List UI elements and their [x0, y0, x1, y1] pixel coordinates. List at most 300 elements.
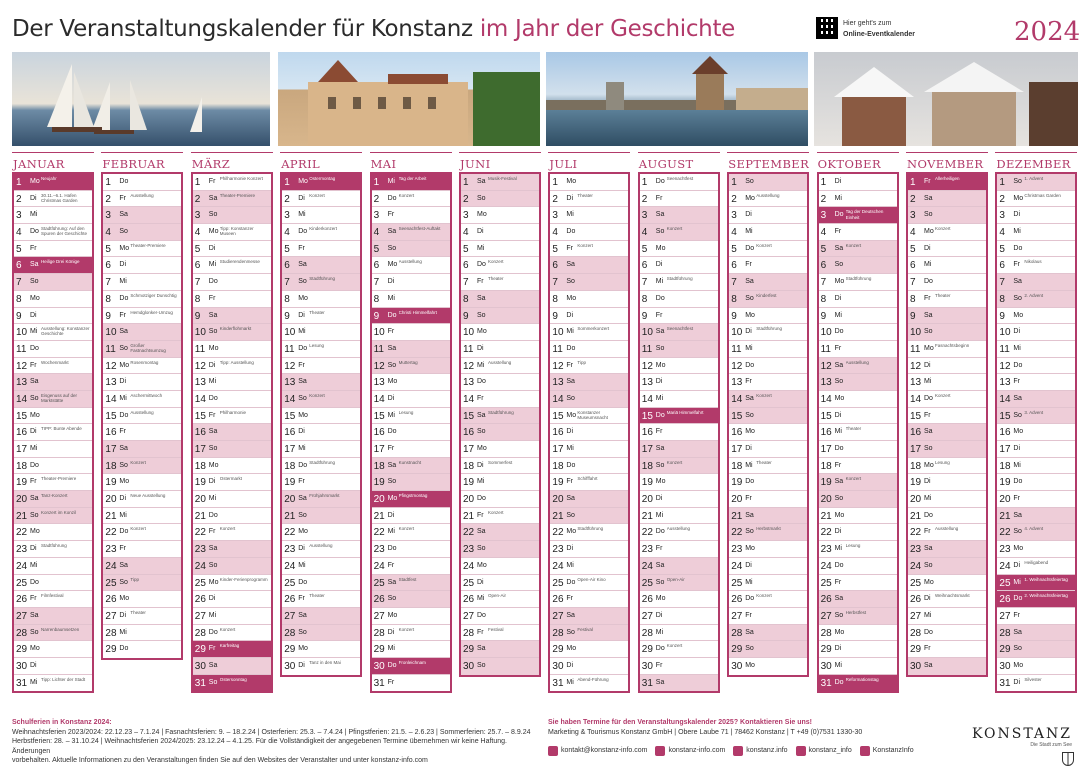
calendar-day[interactable]: [193, 374, 271, 391]
calendar-day[interactable]: [640, 675, 718, 692]
calendar-day[interactable]: [14, 224, 92, 241]
calendar-day[interactable]: [729, 508, 807, 525]
calendar-day[interactable]: [282, 408, 360, 425]
calendar-day[interactable]: [640, 558, 718, 575]
calendar-day[interactable]: [550, 458, 628, 475]
calendar-day[interactable]: [640, 358, 718, 375]
calendar-day[interactable]: [461, 474, 539, 491]
calendar-day[interactable]: [819, 474, 897, 491]
social-email[interactable]: kontakt@konstanz-info.com: [548, 746, 647, 756]
calendar-day[interactable]: [103, 324, 181, 341]
calendar-day[interactable]: [550, 207, 628, 224]
calendar-day[interactable]: [729, 424, 807, 441]
calendar-day[interactable]: [729, 625, 807, 642]
social-instagram[interactable]: konstanz_info: [796, 746, 852, 756]
calendar-day[interactable]: [14, 191, 92, 208]
calendar-day[interactable]: [282, 391, 360, 408]
calendar-day[interactable]: [729, 274, 807, 291]
calendar-day[interactable]: [997, 675, 1075, 692]
calendar-day[interactable]: [640, 641, 718, 658]
calendar-day[interactable]: [103, 408, 181, 425]
calendar-day[interactable]: [640, 291, 718, 308]
calendar-day[interactable]: [14, 274, 92, 291]
calendar-day[interactable]: [372, 608, 450, 625]
calendar-day[interactable]: [193, 291, 271, 308]
calendar-day[interactable]: [461, 591, 539, 608]
calendar-day[interactable]: [819, 541, 897, 558]
calendar-day[interactable]: [461, 641, 539, 658]
calendar-day[interactable]: [461, 358, 539, 375]
calendar-day[interactable]: [193, 541, 271, 558]
calendar-day[interactable]: [14, 291, 92, 308]
calendar-day[interactable]: [14, 174, 92, 191]
calendar-day[interactable]: [461, 508, 539, 525]
calendar-day[interactable]: [193, 308, 271, 325]
calendar-day[interactable]: [14, 575, 92, 592]
calendar-day[interactable]: [997, 441, 1075, 458]
calendar-day[interactable]: [372, 558, 450, 575]
calendar-day[interactable]: [997, 324, 1075, 341]
calendar-day[interactable]: [997, 358, 1075, 375]
calendar-day[interactable]: [729, 224, 807, 241]
calendar-day[interactable]: [193, 441, 271, 458]
calendar-day[interactable]: [282, 658, 360, 675]
calendar-day[interactable]: [729, 257, 807, 274]
calendar-day[interactable]: [819, 224, 897, 241]
calendar-day[interactable]: [550, 241, 628, 258]
calendar-day[interactable]: [282, 374, 360, 391]
calendar-day[interactable]: [550, 274, 628, 291]
calendar-day[interactable]: [997, 291, 1075, 308]
calendar-day[interactable]: [908, 408, 986, 425]
calendar-day[interactable]: [282, 341, 360, 358]
calendar-day[interactable]: [372, 274, 450, 291]
calendar-day[interactable]: [103, 274, 181, 291]
calendar-day[interactable]: [729, 458, 807, 475]
calendar-day[interactable]: [908, 291, 986, 308]
calendar-day[interactable]: [997, 241, 1075, 258]
calendar-day[interactable]: [372, 474, 450, 491]
calendar-day[interactable]: [997, 374, 1075, 391]
calendar-day[interactable]: [14, 641, 92, 658]
calendar-day[interactable]: [997, 658, 1075, 675]
calendar-day[interactable]: [908, 474, 986, 491]
calendar-day[interactable]: [282, 191, 360, 208]
calendar-day[interactable]: [282, 508, 360, 525]
calendar-day[interactable]: [103, 541, 181, 558]
calendar-day[interactable]: [997, 641, 1075, 658]
calendar-day[interactable]: [908, 575, 986, 592]
calendar-day[interactable]: [997, 558, 1075, 575]
calendar-day[interactable]: [640, 474, 718, 491]
calendar-day[interactable]: [372, 675, 450, 692]
calendar-day[interactable]: [819, 257, 897, 274]
calendar-day[interactable]: [908, 224, 986, 241]
calendar-day[interactable]: [282, 558, 360, 575]
calendar-day[interactable]: [640, 224, 718, 241]
calendar-day[interactable]: [461, 458, 539, 475]
calendar-day[interactable]: [103, 308, 181, 325]
calendar-day[interactable]: [103, 391, 181, 408]
calendar-day[interactable]: [997, 424, 1075, 441]
calendar-day[interactable]: [908, 241, 986, 258]
calendar-day[interactable]: [819, 625, 897, 642]
calendar-day[interactable]: [14, 374, 92, 391]
calendar-day[interactable]: [461, 257, 539, 274]
calendar-day[interactable]: [103, 358, 181, 375]
calendar-day[interactable]: [14, 491, 92, 508]
calendar-day[interactable]: [14, 408, 92, 425]
calendar-day[interactable]: [372, 491, 450, 508]
calendar-day[interactable]: [550, 441, 628, 458]
calendar-day[interactable]: [997, 625, 1075, 642]
calendar-day[interactable]: [819, 408, 897, 425]
calendar-day[interactable]: [550, 641, 628, 658]
calendar-day[interactable]: [997, 608, 1075, 625]
calendar-day[interactable]: [372, 291, 450, 308]
calendar-day[interactable]: [282, 474, 360, 491]
calendar-day[interactable]: [461, 374, 539, 391]
calendar-day[interactable]: [819, 458, 897, 475]
calendar-day[interactable]: [193, 207, 271, 224]
calendar-day[interactable]: [550, 625, 628, 642]
calendar-day[interactable]: [997, 191, 1075, 208]
calendar-day[interactable]: [461, 408, 539, 425]
calendar-day[interactable]: [550, 291, 628, 308]
calendar-day[interactable]: [729, 641, 807, 658]
calendar-day[interactable]: [819, 658, 897, 675]
calendar-day[interactable]: [193, 524, 271, 541]
calendar-day[interactable]: [640, 424, 718, 441]
calendar-day[interactable]: [908, 308, 986, 325]
calendar-day[interactable]: [729, 391, 807, 408]
calendar-day[interactable]: [819, 641, 897, 658]
calendar-day[interactable]: [193, 658, 271, 675]
calendar-day[interactable]: [729, 441, 807, 458]
calendar-day[interactable]: [908, 458, 986, 475]
calendar-day[interactable]: [550, 341, 628, 358]
calendar-day[interactable]: [372, 374, 450, 391]
calendar-day[interactable]: [997, 575, 1075, 592]
calendar-day[interactable]: [193, 575, 271, 592]
calendar-day[interactable]: [640, 174, 718, 191]
calendar-day[interactable]: [14, 358, 92, 375]
calendar-day[interactable]: [372, 641, 450, 658]
calendar-day[interactable]: [103, 641, 181, 658]
calendar-day[interactable]: [908, 524, 986, 541]
calendar-day[interactable]: [103, 524, 181, 541]
calendar-day[interactable]: [640, 541, 718, 558]
calendar-day[interactable]: [729, 308, 807, 325]
calendar-day[interactable]: [550, 675, 628, 692]
calendar-day[interactable]: [372, 575, 450, 592]
calendar-day[interactable]: [997, 591, 1075, 608]
calendar-day[interactable]: [461, 391, 539, 408]
calendar-day[interactable]: [14, 541, 92, 558]
calendar-day[interactable]: [103, 575, 181, 592]
calendar-day[interactable]: [908, 374, 986, 391]
calendar-day[interactable]: [908, 658, 986, 675]
calendar-day[interactable]: [819, 308, 897, 325]
calendar-day[interactable]: [819, 441, 897, 458]
calendar-day[interactable]: [103, 625, 181, 642]
calendar-day[interactable]: [461, 324, 539, 341]
calendar-day[interactable]: [461, 291, 539, 308]
calendar-day[interactable]: [282, 358, 360, 375]
calendar-day[interactable]: [14, 508, 92, 525]
calendar-day[interactable]: [819, 191, 897, 208]
calendar-day[interactable]: [908, 341, 986, 358]
calendar-day[interactable]: [193, 257, 271, 274]
calendar-day[interactable]: [640, 524, 718, 541]
calendar-day[interactable]: [372, 224, 450, 241]
calendar-day[interactable]: [282, 274, 360, 291]
calendar-day[interactable]: [550, 374, 628, 391]
calendar-day[interactable]: [640, 591, 718, 608]
calendar-day[interactable]: [372, 658, 450, 675]
calendar-day[interactable]: [193, 358, 271, 375]
calendar-day[interactable]: [908, 324, 986, 341]
calendar-day[interactable]: [908, 625, 986, 642]
calendar-day[interactable]: [282, 324, 360, 341]
calendar-day[interactable]: [550, 191, 628, 208]
calendar-day[interactable]: [819, 424, 897, 441]
calendar-day[interactable]: [282, 541, 360, 558]
social-pinterest[interactable]: KonstanzInfo: [860, 746, 914, 756]
calendar-day[interactable]: [372, 591, 450, 608]
calendar-day[interactable]: [103, 174, 181, 191]
calendar-day[interactable]: [997, 458, 1075, 475]
calendar-day[interactable]: [819, 524, 897, 541]
calendar-day[interactable]: [729, 558, 807, 575]
calendar-day[interactable]: [14, 391, 92, 408]
calendar-day[interactable]: [282, 575, 360, 592]
calendar-day[interactable]: [282, 291, 360, 308]
calendar-day[interactable]: [550, 474, 628, 491]
calendar-day[interactable]: [908, 358, 986, 375]
calendar-day[interactable]: [729, 524, 807, 541]
calendar-day[interactable]: [729, 341, 807, 358]
calendar-day[interactable]: [372, 341, 450, 358]
calendar-day[interactable]: [193, 408, 271, 425]
calendar-day[interactable]: [461, 491, 539, 508]
calendar-day[interactable]: [14, 257, 92, 274]
social-web[interactable]: konstanz-info.com: [655, 746, 725, 756]
calendar-day[interactable]: [640, 274, 718, 291]
calendar-day[interactable]: [550, 324, 628, 341]
calendar-day[interactable]: [997, 508, 1075, 525]
calendar-day[interactable]: [550, 174, 628, 191]
calendar-day[interactable]: [372, 625, 450, 642]
calendar-day[interactable]: [819, 591, 897, 608]
calendar-day[interactable]: [461, 524, 539, 541]
calendar-day[interactable]: [550, 424, 628, 441]
calendar-day[interactable]: [819, 675, 897, 692]
calendar-day[interactable]: [461, 541, 539, 558]
calendar-day[interactable]: [550, 541, 628, 558]
calendar-day[interactable]: [729, 207, 807, 224]
calendar-day[interactable]: [372, 207, 450, 224]
calendar-day[interactable]: [461, 308, 539, 325]
calendar-day[interactable]: [729, 474, 807, 491]
calendar-day[interactable]: [550, 491, 628, 508]
calendar-day[interactable]: [819, 508, 897, 525]
calendar-day[interactable]: [908, 207, 986, 224]
calendar-day[interactable]: [997, 308, 1075, 325]
calendar-day[interactable]: [193, 558, 271, 575]
calendar-day[interactable]: [997, 524, 1075, 541]
calendar-day[interactable]: [997, 224, 1075, 241]
calendar-day[interactable]: [729, 608, 807, 625]
calendar-day[interactable]: [550, 257, 628, 274]
calendar-day[interactable]: [908, 191, 986, 208]
calendar-day[interactable]: [550, 608, 628, 625]
calendar-day[interactable]: [550, 524, 628, 541]
calendar-day[interactable]: [14, 474, 92, 491]
calendar-day[interactable]: [461, 224, 539, 241]
calendar-day[interactable]: [461, 274, 539, 291]
calendar-day[interactable]: [997, 207, 1075, 224]
calendar-day[interactable]: [103, 241, 181, 258]
calendar-day[interactable]: [282, 308, 360, 325]
calendar-day[interactable]: [193, 641, 271, 658]
calendar-day[interactable]: [997, 541, 1075, 558]
calendar-day[interactable]: [729, 491, 807, 508]
calendar-day[interactable]: [193, 591, 271, 608]
calendar-day[interactable]: [819, 341, 897, 358]
calendar-day[interactable]: [640, 257, 718, 274]
calendar-day[interactable]: [819, 558, 897, 575]
calendar-day[interactable]: [14, 458, 92, 475]
calendar-day[interactable]: [461, 658, 539, 675]
calendar-day[interactable]: [640, 491, 718, 508]
calendar-day[interactable]: [640, 308, 718, 325]
calendar-day[interactable]: [819, 391, 897, 408]
calendar-day[interactable]: [997, 341, 1075, 358]
calendar-day[interactable]: [14, 341, 92, 358]
calendar-day[interactable]: [640, 508, 718, 525]
calendar-day[interactable]: [997, 408, 1075, 425]
qr-code-icon[interactable]: [816, 17, 838, 39]
calendar-day[interactable]: [282, 257, 360, 274]
calendar-day[interactable]: [640, 658, 718, 675]
calendar-day[interactable]: [461, 625, 539, 642]
calendar-day[interactable]: [282, 424, 360, 441]
calendar-day[interactable]: [372, 324, 450, 341]
calendar-day[interactable]: [372, 257, 450, 274]
calendar-day[interactable]: [282, 491, 360, 508]
calendar-day[interactable]: [997, 391, 1075, 408]
calendar-day[interactable]: [282, 641, 360, 658]
calendar-day[interactable]: [372, 508, 450, 525]
calendar-day[interactable]: [819, 491, 897, 508]
calendar-day[interactable]: [819, 358, 897, 375]
calendar-day[interactable]: [640, 408, 718, 425]
calendar-day[interactable]: [729, 591, 807, 608]
calendar-day[interactable]: [550, 224, 628, 241]
calendar-day[interactable]: [908, 591, 986, 608]
calendar-day[interactable]: [908, 257, 986, 274]
calendar-day[interactable]: [997, 174, 1075, 191]
calendar-day[interactable]: [461, 341, 539, 358]
calendar-day[interactable]: [550, 391, 628, 408]
calendar-day[interactable]: [103, 374, 181, 391]
calendar-day[interactable]: [193, 324, 271, 341]
calendar-day[interactable]: [729, 658, 807, 675]
calendar-day[interactable]: [14, 558, 92, 575]
calendar-day[interactable]: [372, 524, 450, 541]
calendar-day[interactable]: [103, 191, 181, 208]
calendar-day[interactable]: [819, 608, 897, 625]
calendar-day[interactable]: [908, 508, 986, 525]
calendar-day[interactable]: [819, 207, 897, 224]
calendar-day[interactable]: [640, 207, 718, 224]
calendar-day[interactable]: [103, 291, 181, 308]
calendar-day[interactable]: [550, 508, 628, 525]
calendar-day[interactable]: [14, 658, 92, 675]
calendar-day[interactable]: [729, 541, 807, 558]
calendar-day[interactable]: [282, 207, 360, 224]
calendar-day[interactable]: [14, 441, 92, 458]
calendar-day[interactable]: [997, 491, 1075, 508]
calendar-day[interactable]: [729, 575, 807, 592]
calendar-day[interactable]: [14, 241, 92, 258]
calendar-day[interactable]: [193, 174, 271, 191]
calendar-day[interactable]: [372, 424, 450, 441]
calendar-day[interactable]: [14, 524, 92, 541]
calendar-day[interactable]: [729, 408, 807, 425]
calendar-day[interactable]: [193, 458, 271, 475]
calendar-day[interactable]: [640, 575, 718, 592]
calendar-day[interactable]: [640, 608, 718, 625]
calendar-day[interactable]: [372, 408, 450, 425]
calendar-day[interactable]: [640, 391, 718, 408]
calendar-day[interactable]: [282, 524, 360, 541]
calendar-day[interactable]: [819, 174, 897, 191]
calendar-day[interactable]: [729, 291, 807, 308]
calendar-day[interactable]: [282, 174, 360, 191]
calendar-day[interactable]: [729, 241, 807, 258]
calendar-day[interactable]: [819, 324, 897, 341]
calendar-day[interactable]: [550, 408, 628, 425]
calendar-day[interactable]: [193, 341, 271, 358]
calendar-day[interactable]: [461, 174, 539, 191]
calendar-day[interactable]: [908, 274, 986, 291]
calendar-day[interactable]: [908, 424, 986, 441]
calendar-day[interactable]: [193, 491, 271, 508]
calendar-day[interactable]: [14, 324, 92, 341]
calendar-day[interactable]: [282, 224, 360, 241]
calendar-day[interactable]: [461, 608, 539, 625]
calendar-day[interactable]: [193, 274, 271, 291]
calendar-day[interactable]: [14, 308, 92, 325]
calendar-day[interactable]: [372, 358, 450, 375]
calendar-day[interactable]: [819, 291, 897, 308]
calendar-day[interactable]: [103, 491, 181, 508]
calendar-day[interactable]: [461, 207, 539, 224]
calendar-day[interactable]: [461, 558, 539, 575]
calendar-day[interactable]: [193, 191, 271, 208]
calendar-day[interactable]: [372, 191, 450, 208]
calendar-day[interactable]: [908, 174, 986, 191]
calendar-day[interactable]: [908, 541, 986, 558]
calendar-day[interactable]: [640, 441, 718, 458]
calendar-day[interactable]: [103, 591, 181, 608]
calendar-day[interactable]: [103, 558, 181, 575]
calendar-day[interactable]: [193, 474, 271, 491]
calendar-day[interactable]: [997, 257, 1075, 274]
calendar-day[interactable]: [193, 625, 271, 642]
